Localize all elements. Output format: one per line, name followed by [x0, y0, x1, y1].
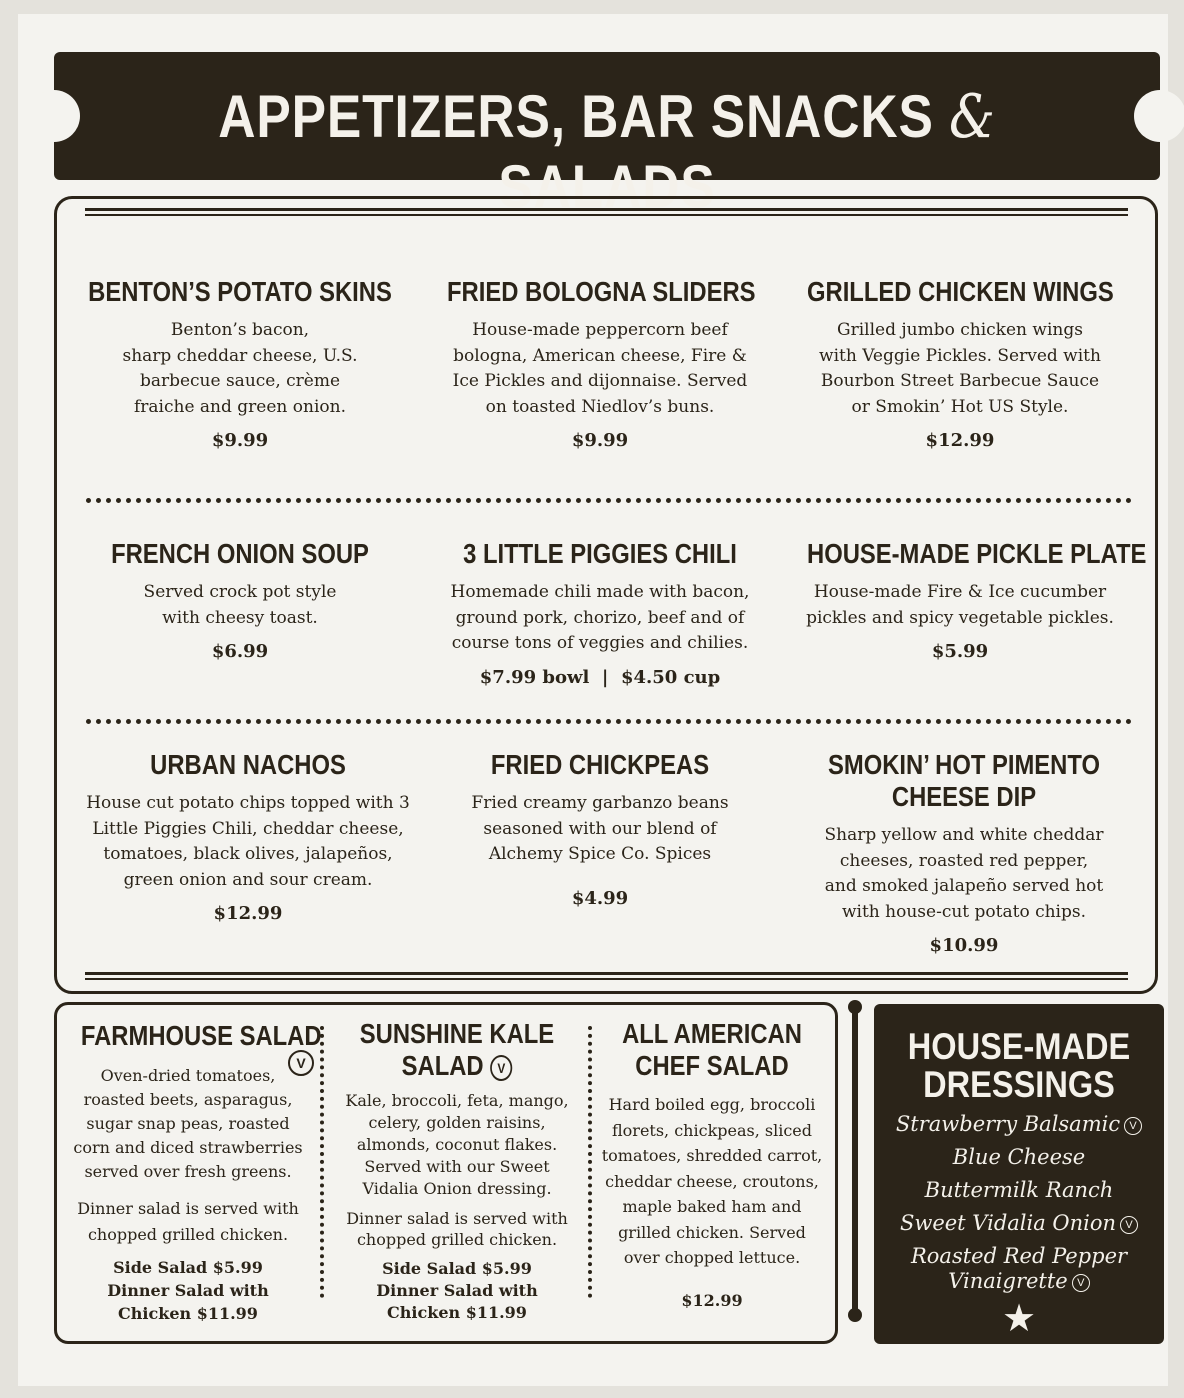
vegetarian-icon: V	[288, 1050, 314, 1076]
menu-item	[780, 538, 1147, 662]
vegetarian-icon: V	[490, 1055, 512, 1081]
item-price: $4.99	[571, 887, 629, 909]
salad-divider-1	[320, 1026, 324, 1298]
item-title: BENTON’S POTATO SKINS	[88, 276, 392, 307]
vegetarian-icon: V	[1120, 1216, 1138, 1234]
star-icon: ★	[1001, 1296, 1037, 1340]
salad-title: ALL AMERICAN CHEF SALAD	[622, 1018, 802, 1081]
item-description: House cut potato chips topped with 3 Little Piggies Chili, cheddar cheese, tomatoes, black olives, jalapeños, green onion and sour cream.	[86, 793, 410, 890]
post-cap-bottom	[848, 1308, 862, 1322]
salad-note: Dinner salad is served with chopped grilled chicken.	[77, 1199, 299, 1244]
item-title: URBAN NACHOS	[150, 749, 346, 780]
dressing-item: Blue Cheese	[952, 1145, 1086, 1169]
menu-item	[420, 538, 780, 688]
item-description: Homemade chili made with bacon, ground pork, chorizo, beef and of course tons of veggies and chilies.	[450, 582, 750, 653]
salad-title: FARMHOUSE SALAD	[80, 1020, 322, 1051]
page-title: APPETIZERS, BAR SNACKS & SALADS	[218, 82, 996, 220]
dressings-list	[874, 1108, 1164, 1294]
item-title: FRIED CHICKPEAS	[490, 749, 710, 780]
top-double-rule	[85, 208, 1128, 216]
item-price: $5.99	[931, 641, 989, 662]
item-price: $12.99	[213, 903, 283, 924]
item-price: $9.99	[571, 430, 629, 451]
column-divider-post	[852, 1004, 858, 1320]
item-price: $12.99	[925, 430, 995, 451]
item-title: HOUSE-MADE PICKLE PLATE	[807, 538, 1147, 569]
menu-item	[420, 276, 780, 451]
row-divider-2	[86, 719, 1132, 724]
salad-description: Hard boiled egg, broccoli florets, chickpeas, sliced tomatoes, shredded carrot, cheddar cheese, croutons, maple baked ham and grilled chicken. Served over chopped lettuce.	[601, 1095, 823, 1267]
bottom-double-rule	[85, 972, 1128, 980]
item-description: House-made Fire & Ice cucumber pickles and spicy vegetable pickles.	[806, 582, 1114, 628]
item-title: 3 LITTLE PIGGIES CHILI	[463, 538, 737, 569]
post-cap-top	[848, 1000, 862, 1014]
menu-item	[780, 276, 1140, 451]
item-title: FRENCH ONION SOUP	[111, 538, 369, 569]
salad-description: Kale, broccoli, feta, mango, celery, golden raisins, almonds, coconut flakes. Served with our Sweet Vidalia Onion dressing.	[345, 1091, 569, 1198]
salad-note: Dinner salad is served with chopped grilled chicken.	[346, 1209, 568, 1249]
salad-price: $12.99	[681, 1290, 743, 1310]
item-description: Fried creamy garbanzo beans seasoned with our blend of Alchemy Spice Co. Spices	[471, 793, 729, 864]
item-description: Served crock pot style with cheesy toast.	[143, 582, 337, 628]
salad-item	[62, 1020, 322, 1325]
dressing-item: Strawberry Balsamic V	[874, 1108, 1164, 1141]
menu-item	[66, 749, 430, 924]
dressings-panel	[874, 1004, 1164, 1344]
dressings-title: HOUSE-MADE DRESSINGS	[907, 1026, 1131, 1105]
row-divider-1	[86, 498, 1132, 503]
item-price: $6.99	[211, 641, 269, 662]
dressing-item: Roasted Red Pepper Vinaigrette V	[910, 1244, 1128, 1293]
item-price: $10.99	[929, 935, 999, 956]
item-description: Sharp yellow and white cheddar cheeses, roasted red pepper, and smoked jalapeño served hot with house-cut potato chips.	[824, 825, 1104, 922]
item-price: $7.99 bowl | $4.50 cup	[479, 666, 721, 688]
salad-divider-2	[588, 1026, 592, 1298]
salad-title: SUNSHINE KALE SALAD V	[359, 1018, 555, 1081]
menu-item	[420, 749, 780, 909]
item-description: Grilled jumbo chicken wings with Veggie Pickles. Served with Bourbon Street Barbecue Sauce or Smokin’ Hot US Style.	[819, 320, 1101, 417]
dressing-item: Sweet Vidalia Onion V	[874, 1207, 1164, 1240]
salad-item	[330, 1018, 584, 1324]
menu-item	[60, 538, 420, 662]
salad-item	[596, 1018, 828, 1312]
header-banner	[54, 52, 1160, 220]
menu-item	[784, 749, 1144, 956]
salad-price: Side Salad $5.99 Dinner Salad with Chicken $11.99	[376, 1259, 538, 1322]
dressing-item: Buttermilk Ranch	[924, 1178, 1114, 1202]
item-title: FRIED BOLOGNA SLIDERS	[447, 276, 756, 307]
salad-price: Side Salad $5.99 Dinner Salad with Chicken $11.99	[107, 1258, 269, 1323]
item-title: GRILLED CHICKEN WINGS	[807, 276, 1114, 307]
vegetarian-icon: V	[1124, 1117, 1142, 1135]
salad-description: Oven-dried tomatoes, roasted beets, asparagus, sugar snap peas, roasted corn and diced strawberries served over fresh greens.	[73, 1066, 303, 1181]
item-description: House-made peppercorn beef bologna, American cheese, Fire & Ice Pickles and dijonnaise. Served on toasted Niedlov’s buns.	[452, 320, 748, 417]
menu-item	[60, 276, 420, 451]
item-description: Benton’s bacon, sharp cheddar cheese, U.S. barbecue sauce, crème fraiche and green onion.	[122, 320, 358, 417]
vegetarian-icon: V	[1072, 1274, 1090, 1292]
item-title: SMOKIN’ HOT PIMENTO CHEESE DIP	[828, 749, 1100, 812]
item-price: $9.99	[211, 430, 269, 451]
